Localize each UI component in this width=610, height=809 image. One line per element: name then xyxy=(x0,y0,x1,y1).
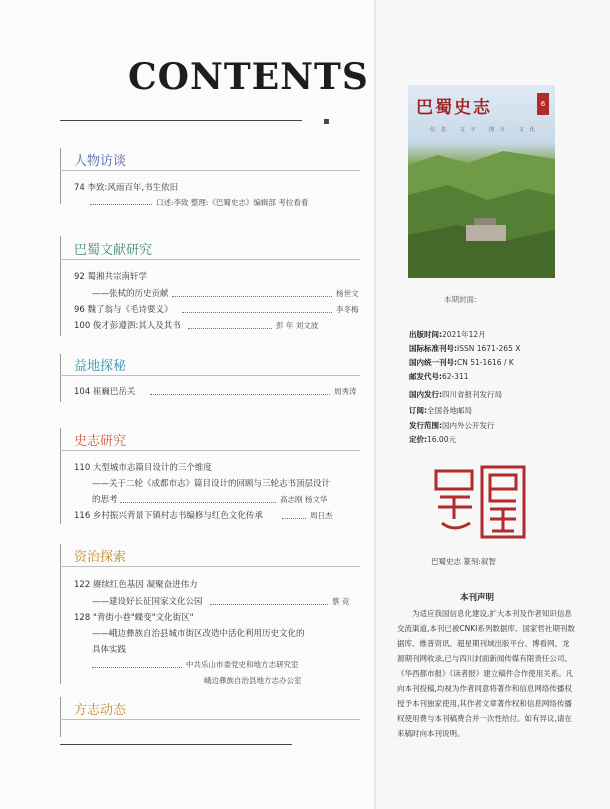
toc-entry[interactable]: 104 崔巍巴岳关 xyxy=(74,387,136,397)
toc-author: 周秀涛 xyxy=(334,387,357,396)
leader-dots xyxy=(210,604,328,605)
leader-dots xyxy=(120,502,276,503)
cover-image xyxy=(408,85,555,278)
info-row: 出版时间:2021年12月 xyxy=(409,330,486,339)
leader-dots xyxy=(182,312,332,313)
toc-subtitle: ——建设好长征国家文化公园 xyxy=(92,597,203,607)
seal-caption: 巴蜀史志 篆刻:叙智 xyxy=(431,557,496,566)
notice-title: 本刊声明 xyxy=(460,593,495,603)
info-row: 国内统一刊号:CN 51-1616 / K xyxy=(409,358,514,367)
info-row: 定价:16.00元 xyxy=(409,435,456,444)
toc-author: 口述:李致 整理:《巴蜀史志》编辑部 考拉看看 xyxy=(156,198,309,207)
leader-dots xyxy=(92,667,182,668)
info-row: 发行范围:国内外公开发行 xyxy=(409,421,495,430)
cover-caption: 本期封面: xyxy=(444,295,477,304)
cover-title: 巴蜀史志 xyxy=(416,98,492,118)
seal-stamp xyxy=(430,463,530,541)
cover-tagline: 信息 文字 图片 文化 xyxy=(430,127,541,133)
info-row: 订阅:全国各地邮局 xyxy=(409,406,472,415)
cover-building xyxy=(466,225,506,241)
toc-entry[interactable]: 110 大型城市志篇目设计的三个维度 xyxy=(74,463,212,473)
section-title-explore: 益地探秘 xyxy=(74,359,127,374)
top-rule xyxy=(60,120,302,121)
bottom-rule xyxy=(60,744,292,745)
section-bar xyxy=(60,428,61,524)
section-rule xyxy=(60,719,360,720)
section-rule xyxy=(60,450,360,451)
section-rule xyxy=(60,375,360,376)
contents-heading: CONTENTS xyxy=(128,56,369,98)
section-bar xyxy=(60,697,61,737)
toc-subtitle: 的思考 xyxy=(92,495,118,505)
info-row: 国内发行:四川省报刊发行局 xyxy=(409,390,502,399)
section-bar xyxy=(60,354,61,402)
toc-entry[interactable]: 122 赓续红色基因 凝聚奋进伟力 xyxy=(74,580,198,590)
section-title-governance: 资治探索 xyxy=(74,550,127,565)
toc-subtitle: ——峨边彝族自治县城市街区改造中活化利用历史文化的 xyxy=(92,629,305,639)
cover-issue: 6 xyxy=(537,93,549,115)
section-title-news: 方志动态 xyxy=(74,703,127,718)
toc-author: 高志刚 杨文华 xyxy=(280,495,328,504)
leader-dots xyxy=(172,296,332,297)
section-bar xyxy=(60,236,61,336)
mountain-landscape xyxy=(408,85,555,278)
section-title-literature: 巴蜀文献研究 xyxy=(74,243,153,258)
toc-author: 蔡 竞 xyxy=(332,597,350,606)
info-row: 国际标准刊号:ISSN 1671-265 X xyxy=(409,344,521,353)
leader-dots xyxy=(150,394,330,395)
toc-subtitle: 具体实践 xyxy=(92,645,127,655)
toc-author: 中共乐山市委党史和地方志研究室 xyxy=(186,660,299,669)
toc-author: 峨边彝族自治县地方志办公室 xyxy=(204,676,302,685)
section-bar xyxy=(60,148,61,204)
section-title-interview: 人物访谈 xyxy=(74,154,127,169)
toc-entry[interactable]: 128 "背街小巷"蝶变"文化街区" xyxy=(74,613,194,623)
toc-subtitle: ——张栻的历史贡献 xyxy=(92,289,169,299)
section-bar xyxy=(60,544,61,684)
rule-end-mark: ▪ xyxy=(323,116,330,127)
leader-dots xyxy=(90,204,152,205)
toc-author: 李冬梅 xyxy=(336,305,359,314)
info-row: 邮发代号:62-311 xyxy=(409,372,469,381)
section-rule xyxy=(60,259,360,260)
section-rule xyxy=(60,566,360,567)
toc-author: 彭 年 刘文波 xyxy=(276,321,319,330)
toc-entry[interactable]: 96 魏了翁与《毛诗要义》 xyxy=(74,305,173,315)
toc-entry[interactable]: 100 俊才彭遵泗:其人及其书 xyxy=(74,321,181,331)
section-rule xyxy=(60,170,360,171)
leader-dots xyxy=(282,518,306,519)
toc-subtitle: ——关于二轮《成都市志》篇目设计的回顾与三轮志书顶层设计 xyxy=(92,479,331,489)
section-title-history: 史志研究 xyxy=(74,434,127,449)
notice-body: 为适应我国信息化建设,扩大本刊及作者知识信息交流渠道,本刊已被CNKI系列数据库、国家哲社期刊数据库、维普资讯、超星期刊域出版平台、博看网、龙源期刊网收录,已与四川封面新闻传媒有限责任公司、《华西都市报》《读者报》建立稿件合作使用关系。凡向本刊投稿,均视为作者同意将著作和信息网络传播权授予本刊独家使用,其作者文章著作权和信息网络传播权使用费与本刊稿费合并一次性给付。如有异议,请在来稿时向本刊说明。 xyxy=(397,609,575,738)
toc-entry[interactable]: 74 李致:风雨百年,书生依旧 xyxy=(74,183,179,193)
toc-author: 杨世文 xyxy=(336,289,359,298)
toc-entry[interactable]: 92 蜀湘共宗南轩学 xyxy=(74,272,148,282)
leader-dots xyxy=(188,328,272,329)
toc-entry[interactable]: 116 乡村振兴背景下镇村志书编修与红色文化传承 xyxy=(74,511,263,521)
toc-author: 周日杰 xyxy=(310,511,333,520)
